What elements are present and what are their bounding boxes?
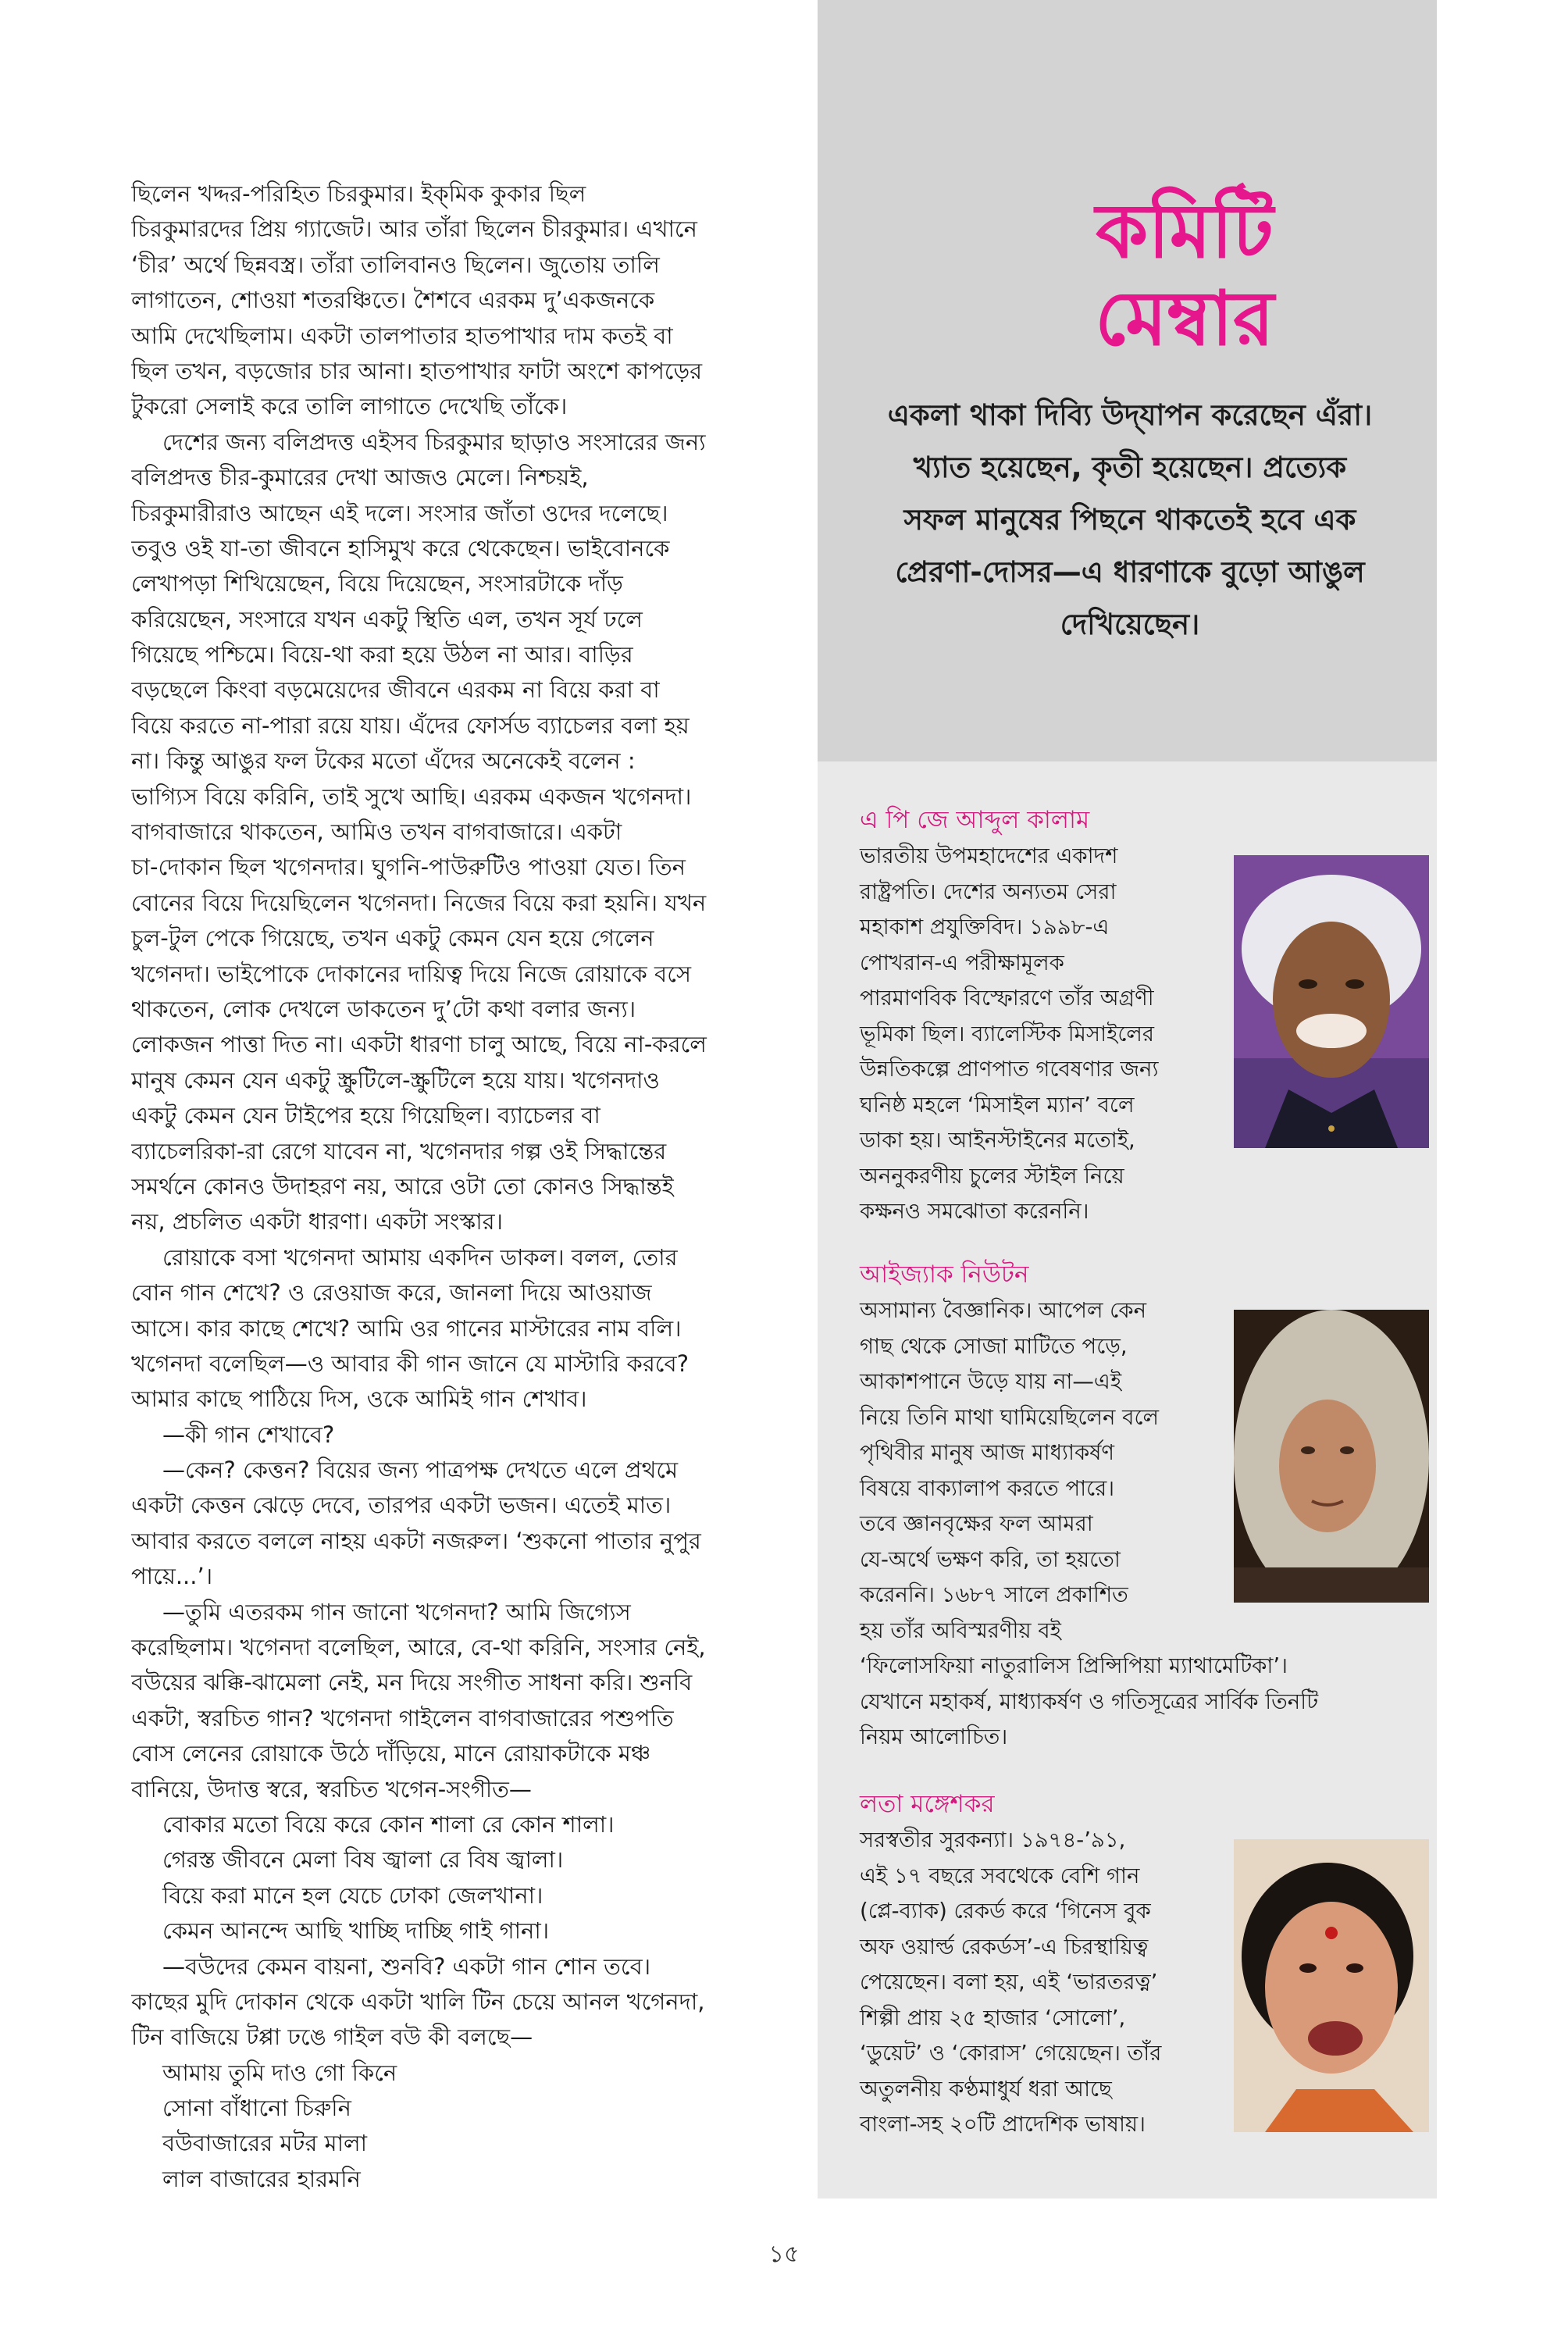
kalam-portrait (1234, 855, 1429, 1148)
paragraph-line: —কী গান শেখাবে? (162, 1421, 335, 1448)
bio-line: মহাকাশ প্রযুক্তিবিদ। ১৯৯৮-এ (860, 915, 1110, 940)
bio-line: সরস্বতীর সুরকন্যা। ১৯৭৪-’৯১, (860, 1828, 1126, 1853)
paragraph-line: লাল বাজারের হারমনি (162, 2165, 361, 2192)
paragraph-line: নয়, প্রচলিত একটা ধারণা। একটা সংস্কার। (131, 1208, 503, 1236)
sidebar-intro: একলা থাকা দিব্যি উদ্‌যাপন করেছেন এঁরা। খ্যাত হয়েছেন, কৃতী হয়েছেন। প্রত্যেক সফল মানুষের পিছনে থাকতেই হবে এক প্রেরণা-দোসর—এ ধারণাকে বুড়ো আঙুল দেখিয়েছেন। (887, 398, 1373, 641)
paragraph-line: একটা কেত্তন ঝেড়ে দেবে, তারপর একটা ভজন। এতেই মাত। (131, 1492, 672, 1519)
bio-line: নিয়ে তিনি মাথা ঘামিয়েছিলেন বলে (860, 1404, 1159, 1430)
paragraph-line: ব্যাচেলরিকা-রা রেগে যাবেন না, খগেনদার গল্প ওই সিদ্ধান্তের (131, 1137, 667, 1164)
paragraph-line: বোন গান শেখে? ও রেওয়াজ করে, জানলা দিয়ে আওয়াজ (131, 1279, 652, 1307)
paragraph-line: টুকরো সেলাই করে তালি লাগাতে দেখেছি তাঁকে। (131, 393, 568, 420)
paragraph-line: থাকতেন, লোক দেখলে ডাকতেন দু’টো কথা বলার জন্য। (131, 995, 636, 1022)
article-body (131, 177, 779, 2197)
paragraph-line: কাছের মুদি দোকান থেকে একটা খালি টিন চেয়ে আনল খগেনদা, (131, 1988, 705, 2015)
paragraph-line: লেখাপড়া শিখিয়েছেন, বিয়ে দিয়েছেন, সংসারটাকে দাঁড় (131, 570, 623, 597)
paragraph-line: বোস লেনের রোয়াকে উঠে দাঁড়িয়ে, মানে রোয়াকটাকে মঞ্চ (131, 1740, 651, 1767)
paragraph-line: রোয়াকে বসা খগেনদা আমায় একদিন ডাকল। বলল, তোর (162, 1243, 678, 1271)
bio-line: আকাশপানে উড়ে যায় না—এই (860, 1369, 1122, 1394)
paragraph-line: —তুমি এতরকম গান জানো খগেনদা? আমি জিগ্যেস (162, 1598, 631, 1625)
bio-line: বিষয়ে বাক্যালাপ করতে পারে। (860, 1475, 1115, 1501)
sidebar-title-line1: কমিটি (1096, 187, 1274, 275)
paragraph-line: না। কিন্তু আঙুর ফল টকের মতো এঁদের অনেকেই বলেন : (131, 747, 636, 775)
paragraph-line: চা-দোকান ছিল খগেনদার। ঘুগনি-পাউরুটিও পাওয়া যেত। তিন (131, 854, 686, 881)
bio-line: পেয়েছেন। বলা হয়, এই ‘ভারতরত্ন’ (860, 1970, 1158, 1995)
bio-line: ঘনিষ্ঠ মহলে ‘মিসাইল ম্যান’ বলে (860, 1092, 1135, 1118)
paragraph-line: ভাগ্যিস বিয়ে করিনি, তাই সুখে আছি। এরকম একজন খগেনদা। (131, 783, 692, 810)
bio-line: গাছ থেকে সোজা মাটিতে পড়ে, (860, 1333, 1128, 1359)
bio-line: উন্নতিকল্পে প্রাণপাত গবেষণার জন্য (860, 1057, 1159, 1082)
person-name: এ পি জে আব্দুল কালাম (860, 806, 1090, 834)
bio-line: পারমাণবিক বিস্ফোরণে তাঁর অগ্রণী (860, 986, 1154, 1011)
paragraph-line: বিয়ে করা মানে হল যেচে ঢোকা জেলখানা। (162, 1881, 543, 1909)
paragraph-line: লোকজন পাত্তা দিত না। একটা ধারণা চালু আছে, বিয়ে না-করলে (131, 1031, 707, 1058)
paragraph-line: লাগাতেন, শোওয়া শতরঞ্চিতে। শৈশবে এরকম দু’একজনকে (131, 287, 655, 314)
paragraph-line: —বউদের কেমন বায়না, শুনবি? একটা গান শোন তবে। (162, 1952, 651, 1980)
paragraph-line: ছিল তখন, বড়জোর চার আনা। হাতপাখার ফাটা অংশে কাপড়ের (131, 357, 703, 384)
paragraph-line: সমর্থনে কোনও উদাহরণ নয়, আরে ওটা তো কোনও সিদ্ধান্তই (131, 1172, 674, 1200)
bio-line: যে-অর্থে ভক্ষণ করি, তা হয়তো (860, 1546, 1121, 1572)
bio-line: রাষ্ট্রপতি। দেশের অন্যতম সেরা (860, 879, 1117, 904)
paragraph-line: একটু কেমন যেন টাইপের হয়ে গিয়েছিল। ব্যাচেলর বা (131, 1102, 600, 1129)
paragraph-line: বউয়ের ঝক্কি-ঝামেলা নেই, মন দিয়ে সংগীত সাধনা করি। শুনবি (131, 1669, 693, 1696)
paragraph-line: একটা, স্বরচিত গান? খগেনদা গাইলেন বাগবাজারের পশুপতি (131, 1704, 674, 1731)
bio-line: (প্লে-ব্যাক) রেকর্ড করে ‘গিনেস বুক (860, 1899, 1151, 1924)
paragraph-line: বানিয়ে, উদাত্ত স্বরে, স্বরচিত খগেন-সংগীত— (131, 1775, 532, 1803)
bio-line: অসামান্য বৈজ্ঞানিক। আপেল কেন (860, 1298, 1146, 1323)
bio-line: নিয়ম আলোচিত। (860, 1724, 1008, 1749)
sidebar-panel (818, 0, 1437, 2198)
page-number: ১৫ (768, 2241, 800, 2268)
paragraph-line: বিয়ে করতে না-পারা রয়ে যায়। এঁদের ফোর্সড ব্যাচেলর বলা হয় (131, 711, 690, 739)
bio-line: বাংলা-সহ ২০টি প্রাদেশিক ভাষায়। (860, 2112, 1146, 2137)
paragraph-line: খগেনদা। ভাইপোকে দোকানের দায়িত্ব দিয়ে নিজে রোয়াকে বসে (131, 960, 692, 987)
sidebar-header (818, 0, 1437, 761)
bio-line: যেখানে মহাকর্ষ, মাধ্যাকর্ষণ ও গতিসূত্রের সার্বিক তিনটি (860, 1689, 1319, 1714)
bio-line: হয় তাঁর অবিস্মরণীয় বই (860, 1617, 1061, 1643)
person-name: আইজ্যাক নিউটন (860, 1261, 1029, 1289)
paragraph-line: আসে। কার কাছে শেখে? আমি ওর গানের মাস্টারের নাম বলি। (131, 1314, 682, 1342)
bio-line: ‘ডুয়েট’ ও ‘কোরাস’ গেয়েছেন। তাঁর (860, 2041, 1162, 2066)
paragraph-line: আমার কাছে পাঠিয়ে দিস, ওকে আমিই গান শেখাব। (131, 1385, 587, 1413)
person-name: লতা মঙ্গেশকর (860, 1790, 995, 1818)
bio-line: তবে জ্ঞানবৃক্ষের ফল আমরা (860, 1511, 1093, 1536)
bio-line: ‘ফিলোসফিয়া নাতুরালিস প্রিন্সিপিয়া ম্যাথামেটিকা’। (860, 1653, 1288, 1678)
paragraph-line: দেশের জন্য বলিপ্রদত্ত এইসব চিরকুমার ছাড়াও সংসারের জন্য (162, 428, 706, 455)
newton-portrait (1234, 1310, 1429, 1603)
paragraph-line: গেরস্ত জীবনে মেলা বিষ জ্বালা রে বিষ জ্বালা। (162, 1846, 564, 1874)
bio-line: করেননি। ১৬৮৭ সালে প্রকাশিত (860, 1582, 1128, 1607)
paragraph-line: খগেনদা বলেছিল—ও আবার কী গান জানে যে মাস্টারি করবে? (131, 1350, 689, 1377)
paragraph-line: কেমন আনন্দে আছি খাচ্ছি দাচ্ছি গাই গানা। (162, 1917, 550, 1945)
paragraph-line: —কেন? কেত্তন? বিয়ের জন্য পাত্রপক্ষ দেখতে এলে প্রথমে (162, 1457, 679, 1484)
paragraph-line: সোনা বাঁধানো চিরুনি (162, 2095, 351, 2122)
paragraph-line: গিয়েছে পশ্চিমে। বিয়ে-থা করা হয়ে উঠল না আর। বাড়ির (131, 641, 633, 669)
paragraph-line: করেছিলাম। খগেনদা বলেছিল, আরে, বে-থা করিনি, সংসার নেই, (131, 1634, 706, 1661)
bio-line: কক্ষনও সমঝোতা করেননি। (860, 1199, 1089, 1224)
bio-line: অননুকরণীয় চুলের স্টাইল নিয়ে (860, 1163, 1124, 1189)
paragraph-line: পায়ে...’। (131, 1563, 213, 1590)
paragraph-line: মানুষ কেমন যেন একটু স্ক্রুটিলে-স্ক্রুটিলে হয়ে যায়। খগেনদাও (131, 1066, 660, 1093)
sidebar-title-line2: মেম্বার (1095, 275, 1274, 362)
bio-line: ডাকা হয়। আইনস্টাইনের মতোই, (860, 1128, 1135, 1153)
paragraph-line: আমায় তুমি দাও গো কিনে (162, 2059, 397, 2086)
paragraph-line: আবার করতে বললে নাহয় একটা নজরুল। ‘শুকনো পাতার নুপুর (131, 1527, 701, 1554)
paragraph-line: চিরকুমারদের প্রিয় গ্যাজেট। আর তাঁরা ছিলেন চীরকুমার। এখানে (131, 216, 697, 243)
paragraph-line: করিয়েছেন, সংসারে যখন একটু স্থিতি এল, তখন সূর্য ঢলে (131, 605, 643, 633)
paragraph-line: বোকার মতো বিয়ে করে কোন শালা রে কোন শালা। (162, 1810, 615, 1838)
bio-line: ভারতীয় উপমহাদেশের একাদশ (860, 843, 1118, 868)
paragraph-line: ‘চীর’ অর্থে ছিন্নবস্ত্র। তাঁরা তালিবানও ছিলেন। জুতোয় তালি (131, 251, 660, 278)
paragraph-line: চিরকুমারীরাও আছেন এই দলে। সংসার জাঁতা ওদের দলেছে। (131, 499, 668, 526)
paragraph-line: টিন বাজিয়ে টপ্পা ঢঙে গাইল বউ কী বলছে— (131, 2024, 533, 2051)
paragraph-line: চুল-টুল পেকে গিয়েছে, তখন একটু কেমন যেন হয়ে গেলেন (131, 925, 654, 952)
bio-line: ভূমিকা ছিল। ব্যালেস্টিক মিসাইলের (860, 1021, 1155, 1047)
paragraph-line: বাগবাজারে থাকতেন, আমিও তখন বাগবাজারে। একটা (131, 818, 622, 846)
paragraph-line: বড়ছেলে কিংবা বড়মেয়েদের জীবনে এরকম না বিয়ে করা বা (131, 676, 660, 704)
bio-line: পোখরান-এ পরীক্ষামূলক (860, 950, 1064, 975)
paragraph-line: বউবাজারের মটর মালা (162, 2130, 368, 2157)
bio-line: পৃথিবীর মানুষ আজ মাধ্যাকর্ষণ (860, 1440, 1115, 1465)
bio-line: অফ ওয়ার্ল্ড রেকর্ডস’-এ চিরস্থায়িত্ব (860, 1934, 1149, 1960)
bio-line: শিল্পী প্রায় ২৫ হাজার ‘সোলো’, (860, 2005, 1126, 2031)
paragraph-line: বোনের বিয়ে দিয়েছিলেন খগেনদা। নিজের বিয়ে করা হয়নি। যখন (131, 889, 707, 916)
paragraph-line: ছিলেন খদ্দর-পরিহিত চিরকুমার। ইক্‌মিক কুকার ছিল (131, 180, 586, 207)
paragraph-line: আমি দেখেছিলাম। একটা তালপাতার হাতপাখার দাম কতই বা (131, 322, 673, 349)
paragraph-line: বলিপ্রদত্ত চীর-কুমারের দেখা আজও মেলে। নিশ্চয়ই, (131, 464, 589, 491)
sidebar-title (1028, 187, 1341, 362)
paragraph-line: তবুও ওই যা-তা জীবনে হাসিমুখ করে থেকেছেন। ভাইবোনকে (131, 534, 670, 562)
bio-line: এই ১৭ বছরে সবথেকে বেশি গান (860, 1863, 1140, 1888)
bio-line: অতুলনীয় কণ্ঠমাধুর্য ধরা আছে (860, 2076, 1112, 2102)
lata-portrait (1234, 1839, 1429, 2132)
